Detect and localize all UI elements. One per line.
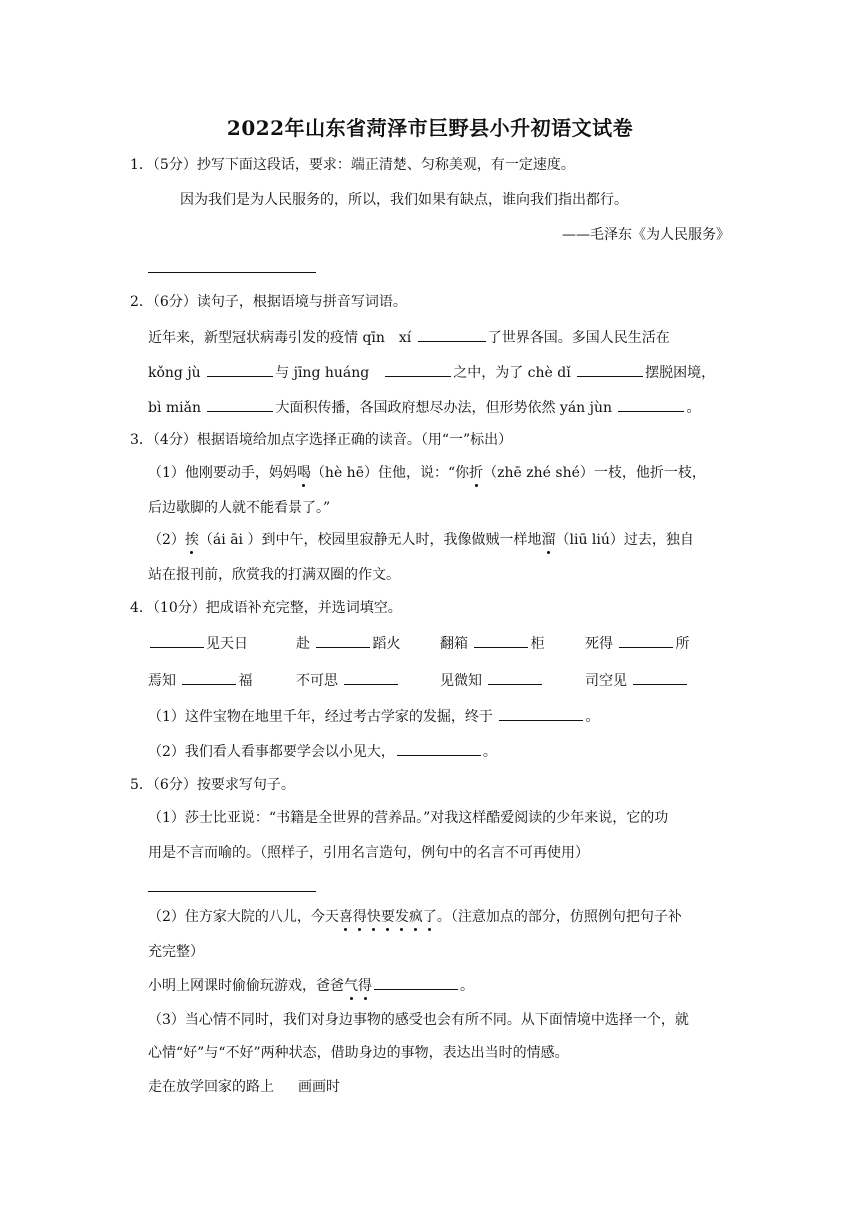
answer-blank[interactable] [499, 706, 583, 721]
q1-answer-line[interactable] [148, 272, 316, 273]
q2-text: 大面积传播，各国政府想尽办法，但形势依然 yán jùn [275, 400, 617, 416]
idiom-7 [440, 670, 544, 691]
answer-blank[interactable] [619, 633, 673, 648]
q1-source: ——毛泽东《为人民服务》 [562, 227, 730, 243]
idiom-text: 死得 [585, 636, 618, 652]
q2-text: 了世界各国。多国人民生活在 [487, 330, 670, 346]
q4-text: 。 [585, 709, 600, 725]
q2-text: 。 [686, 400, 701, 416]
q4-text: （1）这件宝物在地里千年，经过考古学家的发掘，终于 [148, 709, 498, 725]
answer-blank[interactable] [207, 362, 273, 377]
idiom-3 [440, 633, 544, 654]
q4-text: 。 [482, 744, 497, 760]
q3-s1-line2: 后边歇脚的人就不能看景了。” [148, 500, 331, 516]
q5-text: 。（注意加点的部分，仿照例句把句子补 [436, 909, 682, 925]
q5-head: 5．（6分）按要求写句子。 [130, 777, 295, 793]
q3-text: （ái āi ）到中午，校园里寂静无人时，我像做贼一样地 [198, 532, 542, 548]
idiom-text: 见微知 [440, 673, 487, 689]
q2-text: 之中，为了 chè dǐ [453, 365, 576, 381]
q4-s2 [148, 741, 497, 762]
idiom-text: 不可思 [296, 673, 343, 689]
answer-blank[interactable] [150, 633, 204, 648]
q5-answer-line[interactable] [148, 891, 316, 892]
q5-p1-line2: 用是不言而喻的。（照样子，引用名言造句，例句中的名言不可再使用） [148, 845, 589, 861]
q1-quote: 因为我们是为人民服务的，所以，我们如果有缺点，谁向我们指出都行。 [180, 192, 628, 208]
q5-p3-line2: 心情“好”与“不好”两种状态，借助身边的事物，表达出当时的情感。 [148, 1045, 569, 1061]
dotted-char: 喜 [338, 909, 353, 925]
q5-p2-line1 [148, 907, 682, 927]
answer-blank[interactable] [207, 397, 273, 412]
answer-blank[interactable] [374, 975, 458, 990]
q3-text: （2） [148, 532, 185, 548]
q4-head: 4．（10分）把成语补充完整，并选词填空。 [130, 600, 402, 616]
q3-s1-line1 [148, 463, 706, 483]
q5-text: 小明上网课时偷偷玩游戏，爸爸 [148, 978, 344, 994]
answer-blank[interactable] [474, 633, 528, 648]
q2-line3 [148, 397, 700, 418]
q3-text: （zhē zhé shé）一枝，他折一枝， [483, 465, 706, 481]
q5-text: 。 [460, 978, 474, 994]
scenario-option: 画画时 [298, 1079, 340, 1095]
dotted-char: 得 [352, 909, 367, 925]
idiom-text: 赴 [296, 636, 315, 652]
dotted-char: 了 [422, 909, 437, 925]
dotted-char: 折 [469, 465, 484, 481]
q1-head: 1．（5分）抄写下面这段话，要求：端正清楚、匀称美观，有一定速度。 [130, 157, 575, 173]
q3-head: 3．（4分）根据语境给加点字选择正确的读音。（用“一”标出） [130, 432, 513, 448]
q2-text: 摆脱困境， [645, 365, 716, 381]
answer-blank[interactable] [577, 362, 643, 377]
answer-blank[interactable] [418, 327, 486, 342]
q4-text: （2）我们看人看事都要学会以小见大， [148, 744, 395, 760]
dotted-char: 挨 [184, 532, 199, 548]
idiom-text: 蹈火 [372, 636, 401, 652]
q3-text: （hè hē）住他，说：“你 [310, 465, 470, 481]
dotted-char: 溜 [541, 532, 556, 548]
answer-blank[interactable] [618, 397, 684, 412]
dotted-char: 疯 [408, 909, 423, 925]
scenario-option: 走在放学回家的路上 [148, 1079, 274, 1095]
dotted-char: 得 [358, 978, 372, 994]
idiom-text: 焉知 [148, 673, 181, 689]
answer-blank[interactable] [344, 670, 398, 685]
idiom-text: 柜 [530, 636, 545, 652]
idiom-text: 福 [238, 673, 253, 689]
q5-p2-line2: 充完整） [148, 944, 204, 960]
idiom-text: 司空见 [585, 673, 632, 689]
q5-p2-line3 [148, 975, 474, 996]
q5-text: （2）住方家大院的八儿，今天 [148, 909, 339, 925]
dotted-char: 快 [366, 909, 381, 925]
q5-p3-options [148, 1077, 340, 1097]
dotted-phrase [339, 909, 437, 925]
answer-blank[interactable] [316, 633, 370, 648]
q5-p1-line1: （1）莎士比亚说：“书籍是全世界的营养品。”对我这样酷爱阅读的少年来说，它的功 [148, 810, 669, 826]
idiom-8 [585, 670, 689, 691]
idiom-text: 翻箱 [440, 636, 473, 652]
q3-text: （liū liú）过去，独自 [555, 532, 694, 548]
q2-line1 [148, 327, 670, 348]
dotted-char: 发 [394, 909, 409, 925]
idiom-6 [296, 670, 400, 691]
q2-text: 与 jīng huáng [275, 365, 384, 381]
q3-s2-line1 [148, 530, 694, 550]
answer-blank[interactable] [488, 670, 542, 685]
q3-s2-line2: 站在报刊前，欣赏我的打满双圈的作文。 [148, 567, 400, 583]
dotted-phrase [344, 978, 372, 994]
idiom-5 [148, 670, 252, 691]
q2-text: bì miǎn [148, 400, 206, 416]
q2-head: 2．（6分）读句子，根据语境与拼音写词语。 [130, 294, 407, 310]
idiom-1 [148, 633, 248, 654]
idiom-4 [585, 633, 689, 654]
answer-blank[interactable] [397, 741, 481, 756]
q2-line2 [148, 362, 715, 383]
idiom-text: 所 [675, 636, 690, 652]
page-title: 2022年山东省菏泽市巨野县小升初语文试卷 [226, 116, 634, 140]
idiom-2 [296, 633, 400, 654]
dotted-char: 要 [380, 909, 395, 925]
answer-blank[interactable] [385, 362, 451, 377]
idiom-text: 见天日 [206, 636, 248, 652]
dotted-char: 喝 [296, 465, 311, 481]
dotted-char: 气 [344, 978, 358, 994]
q5-p3-line1: （3）当心情不同时，我们对身边事物的感受也会有所不同。从下面情境中选择一个，就 [148, 1012, 689, 1028]
q3-text: （1）他刚要动手，妈妈 [148, 465, 297, 481]
q2-text: kǒng jù [148, 365, 206, 381]
q2-text: 近年来，新型冠状病毒引发的疫情 qīn xí [148, 330, 416, 346]
q4-s1 [148, 706, 599, 727]
answer-blank[interactable] [633, 670, 687, 685]
answer-blank[interactable] [182, 670, 236, 685]
